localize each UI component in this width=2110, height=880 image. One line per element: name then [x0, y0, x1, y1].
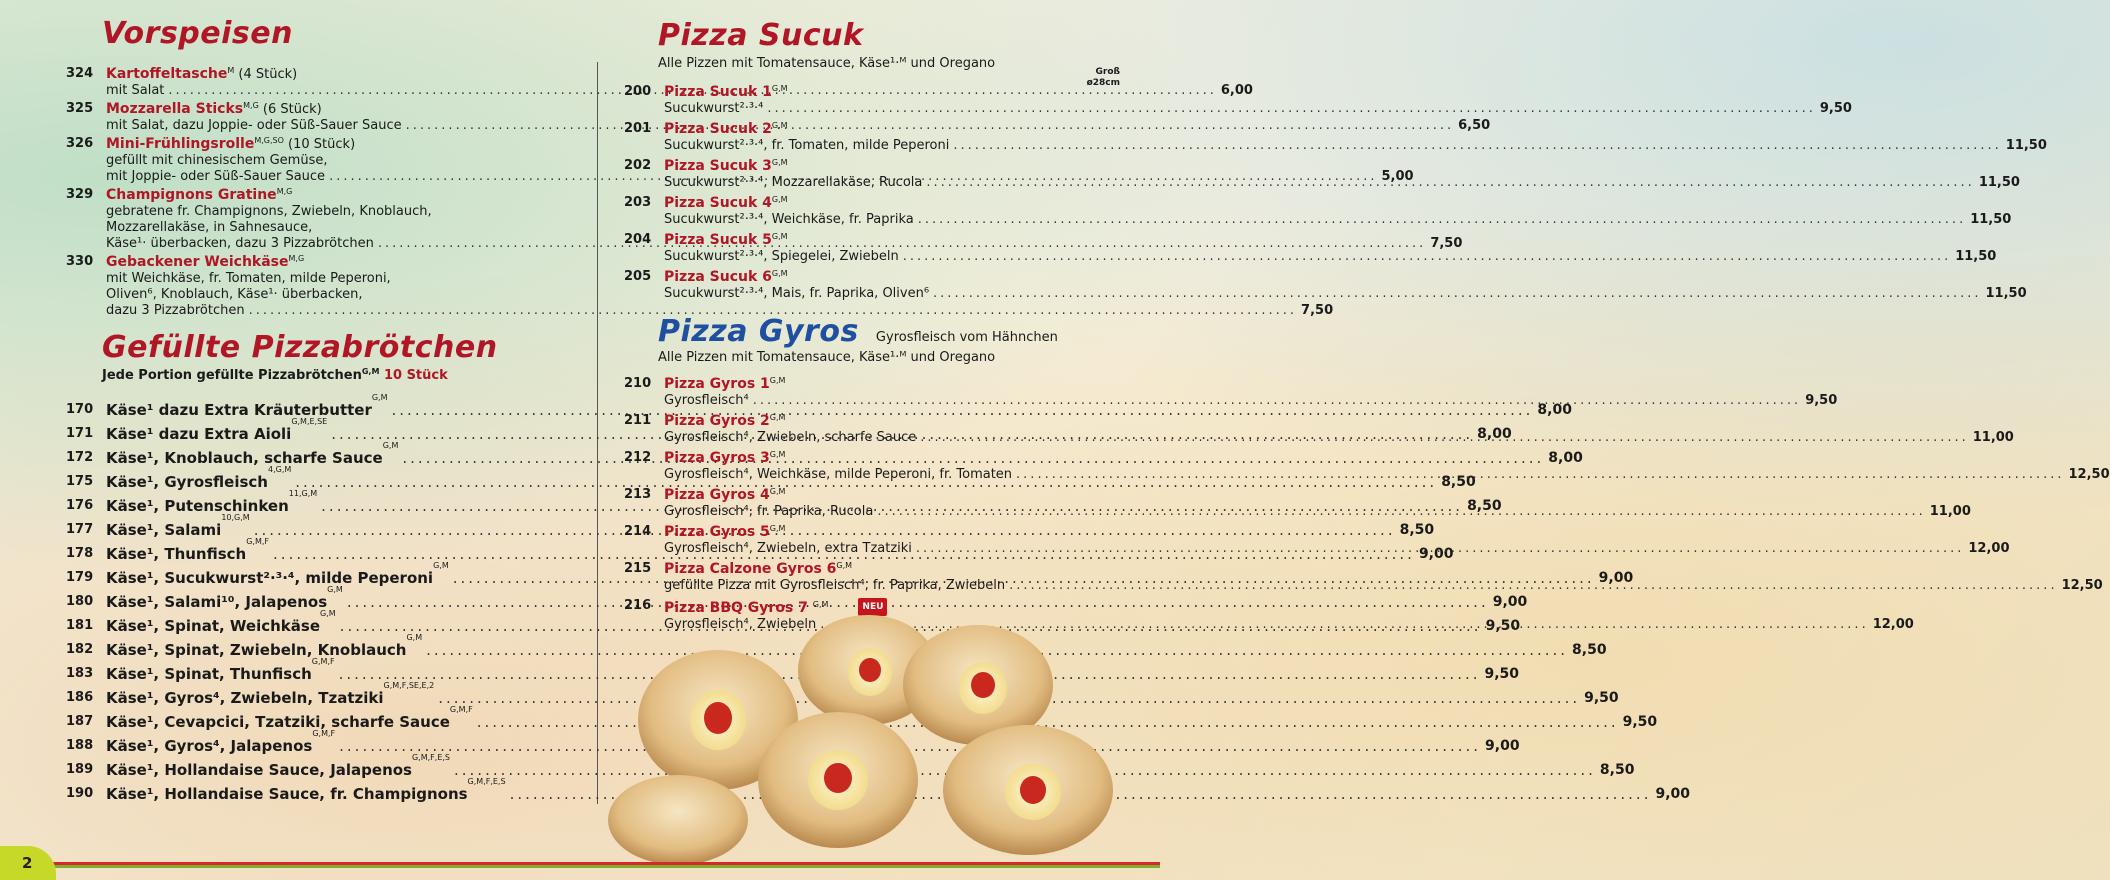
item-desc-line: mit Weichkäse, fr. Tomaten, milde Peperoni, [106, 271, 391, 286]
item-allergens: G,M [769, 524, 786, 533]
item-text: Käse¹, Knoblauch, scharfe Sauce [106, 449, 383, 467]
item-text: Käse¹, Spinat, Weichkäse [106, 617, 321, 635]
item-name: Pizza Sucuk 2 [664, 121, 772, 137]
item-desc-text: mit Salat, dazu Joppie- oder Süß-Sauer Sauce [106, 118, 402, 133]
item-desc-line [664, 541, 2010, 557]
item-text: Käse¹, Thunfisch [106, 545, 247, 563]
item-allergens: G,M [771, 121, 788, 130]
item-desc-text: gefüllte Pizza mit Gyrosfleisch⁴, fr. Paprika, Zwiebeln [664, 578, 1006, 593]
pizza-item [624, 376, 1838, 409]
item-desc-text: Sucukwurst²·³·⁴, Mozzarellakäse, Rucola [664, 175, 923, 190]
item-text: Käse¹, Sucukwurst²·³·⁴, milde Peperoni [106, 569, 434, 587]
item-number: 177 [66, 522, 94, 537]
item-number: 181 [66, 618, 94, 633]
item-desc-text: Sucukwurst²·³·⁴, Weichkäse, fr. Paprika [664, 212, 914, 227]
item-price: 8,50 [1399, 522, 1435, 538]
item-number: 172 [66, 450, 94, 465]
item-name: Mini-Frühlingsrolle [106, 136, 255, 152]
item-desc-price: 12,00 [1968, 541, 2010, 556]
item-allergens: G,M [836, 561, 853, 570]
broetchen-count: 10 Stück [383, 368, 448, 383]
item-desc-dots [1009, 578, 2057, 594]
item-name: Pizza Sucuk 5 [664, 232, 772, 248]
item-desc-text: Gyrosfleisch⁴, Zwiebeln, scharfe Sauce [664, 430, 917, 445]
item-allergens: 4,G,M [268, 465, 292, 474]
item-head [664, 195, 2011, 212]
item-name: Pizza Sucuk 3 [664, 158, 772, 174]
item-text: Käse¹, Hollandaise Sauce, fr. Champignons [106, 785, 468, 803]
item-body [664, 269, 2027, 302]
item-number: 186 [66, 690, 94, 705]
item-text: Käse¹, Hollandaise Sauce, Jalapenos [106, 761, 412, 779]
item-desc-text: Sucukwurst²·³·⁴, Mais, fr. Paprika, Oliven⁶ [664, 286, 930, 301]
item-price: 8,00 [1537, 402, 1572, 418]
footer-band [0, 862, 1160, 868]
item-number: 210 [624, 376, 652, 391]
item-number: 190 [66, 786, 94, 801]
item-desc-text: Gyrosfleisch⁴, Zwiebeln, extra Tzatziki [664, 541, 912, 556]
item-head [664, 269, 2027, 286]
item-desc-text: Sucukwurst²·³·⁴ [664, 101, 764, 116]
item-name: Pizza Calzone Gyros 6 [664, 561, 837, 577]
broetchen-subtitle [102, 368, 448, 383]
item-extra: (6 Stück) [258, 102, 322, 117]
item-number: 325 [66, 101, 94, 116]
item-text: Käse¹, Gyros⁴, Zwiebeln, Tzatziki [106, 689, 384, 707]
item-price: 9,50 [1622, 714, 1658, 730]
item-allergens: G,M [771, 158, 788, 167]
item-head [664, 450, 2110, 467]
item-desc-line [664, 138, 2047, 154]
sucuk-subtitle: Alle Pizzen mit Tomatensauce, Käse¹·ᴹ und Oregano [658, 56, 996, 71]
item-desc-price: 12,50 [2068, 467, 2110, 482]
item-desc-price: 12,00 [1872, 617, 1914, 632]
item-head [664, 524, 2010, 541]
item-desc-line [664, 430, 2014, 446]
item-price: 8,50 [1572, 642, 1607, 658]
item-allergens: G,M,F,E,S [411, 753, 450, 762]
item-number: 189 [66, 762, 94, 777]
item-allergens: G,M [812, 600, 829, 609]
item-name: Mozzarella Sticks [106, 101, 244, 117]
item-number: 178 [66, 546, 94, 561]
item-desc-dots [926, 175, 1974, 191]
item-desc-text: Käse¹· überbacken, dazu 3 Pizzabrötchen [106, 236, 374, 251]
size-value: ø28cm [1086, 78, 1120, 88]
item-desc-dots [953, 138, 2001, 154]
item-price: 8,50 [1467, 498, 1502, 514]
item-body [664, 413, 2014, 446]
item-allergens: G,M,F [246, 537, 270, 546]
item-price: 9,00 [1655, 786, 1691, 802]
item-desc-line: Mozzarellakäse, in Sahnesauce, [106, 220, 313, 235]
item-desc-dots [916, 541, 1964, 557]
pizza-item [624, 269, 2027, 302]
item-desc-dots [933, 286, 1981, 302]
broetchen-item [66, 729, 1520, 758]
broetchen-item [66, 681, 1619, 710]
item-desc-price: 7,50 [1430, 236, 1463, 251]
item-number: 171 [66, 426, 94, 441]
item-body [664, 561, 2103, 594]
item-allergens: M,G,SO [254, 136, 284, 145]
item-number: 330 [66, 254, 94, 269]
item-desc-line [664, 578, 2103, 594]
item-desc-price: 5,00 [1381, 169, 1414, 184]
item-desc-text: Sucukwurst²·³·⁴, fr. Tomaten, milde Peperoni [664, 138, 950, 153]
item-body [664, 232, 1996, 265]
item-desc-dots [767, 101, 1815, 117]
new-badge: NEU [858, 598, 887, 616]
item-allergens: G,M [769, 413, 786, 422]
item-number: 324 [66, 66, 94, 81]
item-number: 329 [66, 187, 94, 202]
item-name: Pizza Gyros 2 [664, 413, 770, 429]
item-desc-price: 11,50 [1955, 249, 1997, 264]
item-number: 179 [66, 570, 94, 585]
broetchen-subtitle-sup: G,M [361, 367, 380, 376]
item-number: 204 [624, 232, 652, 247]
item-head [664, 232, 1996, 249]
broetchen-title: Gefüllte Pizzabrötchen [102, 330, 498, 365]
item-desc-text: mit Salat [106, 83, 165, 98]
item-name: Champignons Gratine [106, 187, 277, 203]
size-label: Groß [1095, 67, 1120, 77]
item-body [664, 450, 2110, 483]
item-desc-line [664, 286, 2027, 302]
item-body [664, 195, 2011, 228]
item-allergens: G,M,F [449, 705, 473, 714]
item-number: 170 [66, 402, 94, 417]
item-desc-line [664, 504, 1971, 520]
item-head [664, 376, 1837, 393]
item-name: Pizza Sucuk 4 [664, 195, 772, 211]
item-allergens: G,M [406, 633, 423, 642]
item-text: Käse¹, Cevapcici, Tzatziki, scharfe Sauce [106, 713, 450, 731]
item-desc-text: Gyrosfleisch⁴, Zwiebeln [664, 617, 817, 632]
item-number: 180 [66, 594, 94, 609]
page-number: 2 [0, 846, 56, 880]
item-body [664, 524, 2010, 557]
item-allergens: G,M [769, 376, 786, 385]
item-allergens: G,M,F [311, 657, 335, 666]
item-number: 182 [66, 642, 94, 657]
item-head [664, 84, 1852, 101]
item-allergens: M,G [243, 101, 259, 110]
item-text: Käse¹, Salami¹⁰, Jalapenos [106, 593, 328, 611]
item-text: Käse¹, Salami [106, 521, 222, 539]
item-desc-price: 6,50 [1458, 118, 1491, 133]
item-number: 205 [624, 269, 652, 284]
gyros-title-note: Gyrosfleisch vom Hähnchen [875, 330, 1058, 345]
item-desc-dots [918, 212, 1966, 228]
item-number: 201 [624, 121, 652, 136]
item-allergens: G,M [771, 84, 788, 93]
item-price: 8,50 [1599, 762, 1635, 778]
item-price: 9,50 [1484, 666, 1520, 682]
item-allergens: G,M,F,SE,E,2 [383, 681, 435, 690]
item-allergens: M,G [288, 254, 305, 263]
item-desc-price: 7,50 [1301, 303, 1334, 318]
item-allergens: G,M [769, 450, 786, 459]
item-desc-text: Sucukwurst²·³·⁴, Spiegelei, Zwiebeln [664, 249, 899, 264]
item-number: 176 [66, 498, 94, 513]
item-head [664, 158, 2020, 175]
item-body [664, 84, 1852, 117]
gyros-header [658, 314, 1058, 349]
vorspeisen-title: Vorspeisen [102, 16, 293, 51]
item-price: 9,00 [1598, 570, 1634, 586]
item-price: 8,00 [1548, 450, 1583, 466]
item-desc-price: 12,50 [2061, 578, 2103, 593]
item-name: Pizza Gyros 4 [664, 487, 770, 503]
item-desc-line [664, 175, 2020, 191]
item-desc-text: Gyrosfleisch⁴, Weichkäse, milde Peperoni, fr. Tomaten [664, 467, 1013, 482]
broetchen-subtitle-text: Jede Portion gefüllte Pizzabrötchen [102, 368, 362, 383]
item-text: Käse¹ dazu Extra Kräuterbutter [106, 401, 372, 419]
item-desc-price: 9,50 [1805, 393, 1838, 408]
pizza-rolls-photo [608, 610, 1160, 860]
item-allergens: G,M [771, 195, 788, 204]
item-head [664, 487, 1971, 504]
item-allergens: G,M [320, 609, 336, 618]
item-desc-text: dazu 3 Pizzabrötchen [106, 303, 245, 318]
item-extra: (4 Stück) [234, 67, 298, 82]
item-allergens: G,M,E,SE [291, 417, 328, 426]
item-name: Pizza Gyros 3 [664, 450, 770, 466]
item-name: Pizza Sucuk 1 [664, 84, 772, 100]
item-allergens: G,M,F,E,S [467, 777, 506, 786]
item-number: 213 [624, 487, 652, 502]
item-desc-dots [877, 504, 1925, 520]
item-desc-text: Gyrosfleisch⁴, fr. Paprika, Rucola [664, 504, 874, 519]
item-name: Kartoffeltasche [106, 66, 228, 82]
item-desc-dots [920, 430, 1968, 446]
item-head [664, 121, 2047, 138]
item-allergens: G,M [769, 487, 786, 496]
item-desc-dots [753, 393, 1801, 409]
item-body [664, 158, 2020, 191]
item-desc-text: mit Joppie- oder Süß-Sauer Sauce [106, 169, 326, 184]
item-number: 188 [66, 738, 94, 753]
item-price: 9,50 [1584, 690, 1619, 706]
item-allergens: 11,G,M [288, 489, 318, 498]
item-price: 9,00 [1492, 594, 1528, 610]
item-name: Pizza BBQ Gyros 7 [664, 600, 813, 616]
item-name: Pizza Sucuk 6 [664, 269, 772, 285]
item-body [664, 121, 2047, 154]
item-text: Käse¹, Putenschinken [106, 497, 289, 515]
item-allergens: G,M [327, 585, 343, 594]
item-desc-price: 9,50 [1819, 101, 1852, 116]
item-number: 203 [624, 195, 652, 210]
item-text: Käse¹, Spinat, Zwiebeln, Knoblauch [106, 641, 407, 659]
broetchen-item [66, 777, 1691, 806]
item-number: 200 [624, 84, 652, 99]
item-price: 9,00 [1485, 738, 1520, 754]
pizza-item [624, 195, 2012, 228]
item-desc-price: 11,00 [1929, 504, 1971, 519]
item-desc-line [664, 249, 1996, 265]
item-allergens: G,M,F [312, 729, 336, 738]
item-desc-price: 11,50 [1985, 286, 2027, 301]
gyros-title: Pizza Gyros [658, 314, 859, 349]
item-name: Pizza Gyros 5 [664, 524, 770, 540]
item-desc-line [664, 393, 1837, 409]
item-desc-price: 11,50 [1978, 175, 2020, 190]
item-desc-dots [1016, 467, 2064, 483]
item-number: 216 [624, 598, 652, 613]
item-price: 9,00 [1418, 546, 1454, 562]
item-allergens: G,M [433, 561, 449, 570]
item-allergens: G,M [382, 441, 399, 450]
item-desc-dots [903, 249, 1951, 265]
item-text: Käse¹, Gyrosfleisch [106, 473, 268, 491]
item-name: Pizza Gyros 1 [664, 376, 770, 392]
item-body [664, 376, 1837, 409]
gyros-subtitle: Alle Pizzen mit Tomatensauce, Käse¹·ᴹ und Oregano [658, 350, 996, 365]
sucuk-title: Pizza Sucuk [658, 18, 864, 53]
item-number: 183 [66, 666, 94, 681]
item-number: 215 [624, 561, 652, 576]
item-allergens: G,M [771, 232, 788, 241]
item-allergens: M [227, 66, 235, 75]
item-text: Käse¹ dazu Extra Aioli [106, 425, 292, 443]
item-desc-line: gebratene fr. Champignons, Zwiebeln, Knoblauch, [106, 204, 432, 219]
item-number: 212 [624, 450, 652, 465]
item-desc-line [664, 467, 2110, 483]
broetchen-item [66, 657, 1520, 686]
item-number: 202 [624, 158, 652, 173]
item-desc-price: 11,50 [2005, 138, 2047, 153]
item-desc-price: 11,00 [1972, 430, 2014, 445]
item-allergens: M,G [276, 187, 293, 196]
item-number: 326 [66, 136, 94, 151]
item-head [664, 561, 2103, 578]
item-extra: (10 Stück) [283, 137, 356, 152]
item-number: 211 [624, 413, 652, 428]
item-desc-line: Oliven⁶, Knoblauch, Käse¹· überbacken, [106, 287, 363, 302]
item-text: Käse¹, Spinat, Thunfisch [106, 665, 312, 683]
item-desc-text: Gyrosfleisch⁴ [664, 393, 749, 408]
item-desc-line [664, 101, 1852, 117]
item-allergens: 10,G,M [221, 513, 250, 522]
item-desc-price: 6,00 [1220, 83, 1253, 98]
item-number: 214 [624, 524, 652, 539]
item-allergens: G,M [771, 269, 788, 278]
item-desc-line: gefüllt mit chinesischem Gemüse, [106, 153, 328, 168]
item-number: 175 [66, 474, 94, 489]
item-number: 187 [66, 714, 94, 729]
item-body [664, 487, 1971, 520]
item-desc-price: 11,50 [1970, 212, 2012, 227]
item-price: 8,50 [1441, 474, 1476, 490]
item-allergens: G,M [371, 393, 388, 402]
item-price: 8,00 [1477, 426, 1512, 442]
item-price: 9,50 [1485, 618, 1521, 634]
item-name: Gebackener Weichkäse [106, 254, 289, 270]
item-desc-line [664, 212, 2011, 228]
item-text: Käse¹, Gyros⁴, Jalapenos [106, 737, 313, 755]
item-head [664, 413, 2014, 430]
